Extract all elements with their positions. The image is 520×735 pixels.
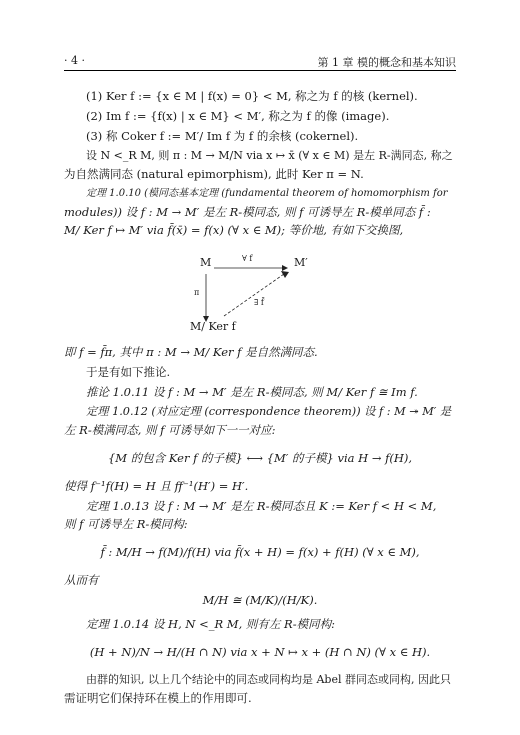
page-number: · 4 ·	[64, 54, 85, 67]
definition-cokernel: (3) 称 Coker f := M′/ Im f 为 f 的余核 (cokernel).	[86, 129, 359, 143]
label-exists-fbar: ∃ f̄	[254, 298, 264, 307]
node-M-prime: M′	[294, 256, 308, 269]
paragraph-thus: 从而有	[64, 573, 99, 587]
paragraph-natural-epi-1: 设 N <_R M, 则 π : M → M/N via x ↦ x̄ (∀ x ∈ M) 是左 R-满同态, 称之	[86, 149, 453, 162]
chapter-title: 第 1 章 模的概念和基本知识	[317, 56, 456, 69]
corollary-1-0-11: 推论 1.0.11 设 f : M → M′ 是左 R-模同态, 则 M/ Ker f ≅ Im f.	[86, 385, 418, 399]
theorem-1-0-10-body-1: modules)) 设 f : M → M′ 是左 R-模同态, 则 f 可诱导左 R-模单同态 f̄ :	[64, 205, 431, 219]
isomorphism-formula-2: M/H ≅ (M/K)/(H/K).	[202, 593, 318, 607]
isomorphism-formula-1: f̄ : M/H → f(M)/f(H) via f̄(x + H) = f(x) + f(H) (∀ x ∈ M),	[100, 545, 420, 559]
theorem-1-0-13-title: 定理 1.0.13 设 f : M → M′ 是左 R-模同态且 K := Ker f < H < M,	[86, 499, 437, 513]
commutative-diagram	[190, 254, 330, 334]
theorem-1-0-10-title: 定理 1.0.10 (模同态基本定理 (fundamental theorem of homomorphism for	[86, 188, 448, 199]
isomorphism-formula-3: (H + N)/N → H/(H ∩ N) via x + N ↦ x + (H ∩ N) (∀ x ∈ H).	[89, 645, 431, 659]
label-forall-f: ∀ f	[242, 254, 253, 263]
node-M: M	[200, 256, 212, 269]
arrow-fbar-head	[281, 271, 289, 278]
arrow-fbar	[224, 274, 284, 316]
theorem-1-0-12-title: 定理 1.0.12 (对应定理 (correspondence theorem)) 设 f : M ↠ M′ 是	[86, 405, 452, 418]
paragraph-factorization: 即 f = f̄π, 其中 π : M → M/ Ker f 是自然满同态.	[64, 345, 318, 359]
paragraph-natural-epi-2: 为自然满同态 (natural epimorphism), 此时 Ker π = N.	[64, 167, 364, 181]
node-quotient: M/ Ker f	[190, 320, 236, 333]
arrow-f-head	[282, 265, 288, 271]
closing-paragraph-2: 需证明它们保持环在模上的作用即可.	[64, 691, 252, 705]
theorem-1-0-10-body-2: M/ Ker f ↦ M′ via f̄(x̄) = f(x) (∀ x ∈ M); 等价地, 有如下交换图,	[64, 223, 404, 237]
label-pi: π	[194, 288, 200, 297]
correspondence-condition: 使得 f⁻¹f(H) = H 且 ff⁻¹(H′) = H′.	[64, 479, 249, 493]
definition-image: (2) Im f := {f(x) | x ∈ M} < M′, 称之为 f 的像 (image).	[86, 109, 390, 123]
correspondence-formula: {M 的包含 Ker f 的子模} ⟷ {M′ 的子模} via H → f(H),	[107, 451, 413, 465]
theorem-1-0-14: 定理 1.0.14 设 H, N <_R M, 则有左 R-模同构:	[86, 617, 335, 631]
header-rule	[64, 70, 456, 71]
paragraph-corollary-intro: 于是有如下推论.	[86, 365, 171, 379]
closing-paragraph-1: 由群的知识, 以上几个结论中的同态或同构均是 Abel 群同态或同构, 因此只	[86, 673, 451, 686]
page-header	[64, 52, 456, 72]
definition-kernel: (1) Ker f := {x ∈ M | f(x) = 0} < M, 称之为 f 的核 (kernel).	[86, 89, 418, 103]
theorem-1-0-13-body: 则 f 可诱导左 R-模同构:	[64, 517, 188, 531]
theorem-1-0-12-body: 左 R-模满同态, 则 f 可诱导如下一一对应:	[64, 423, 276, 437]
